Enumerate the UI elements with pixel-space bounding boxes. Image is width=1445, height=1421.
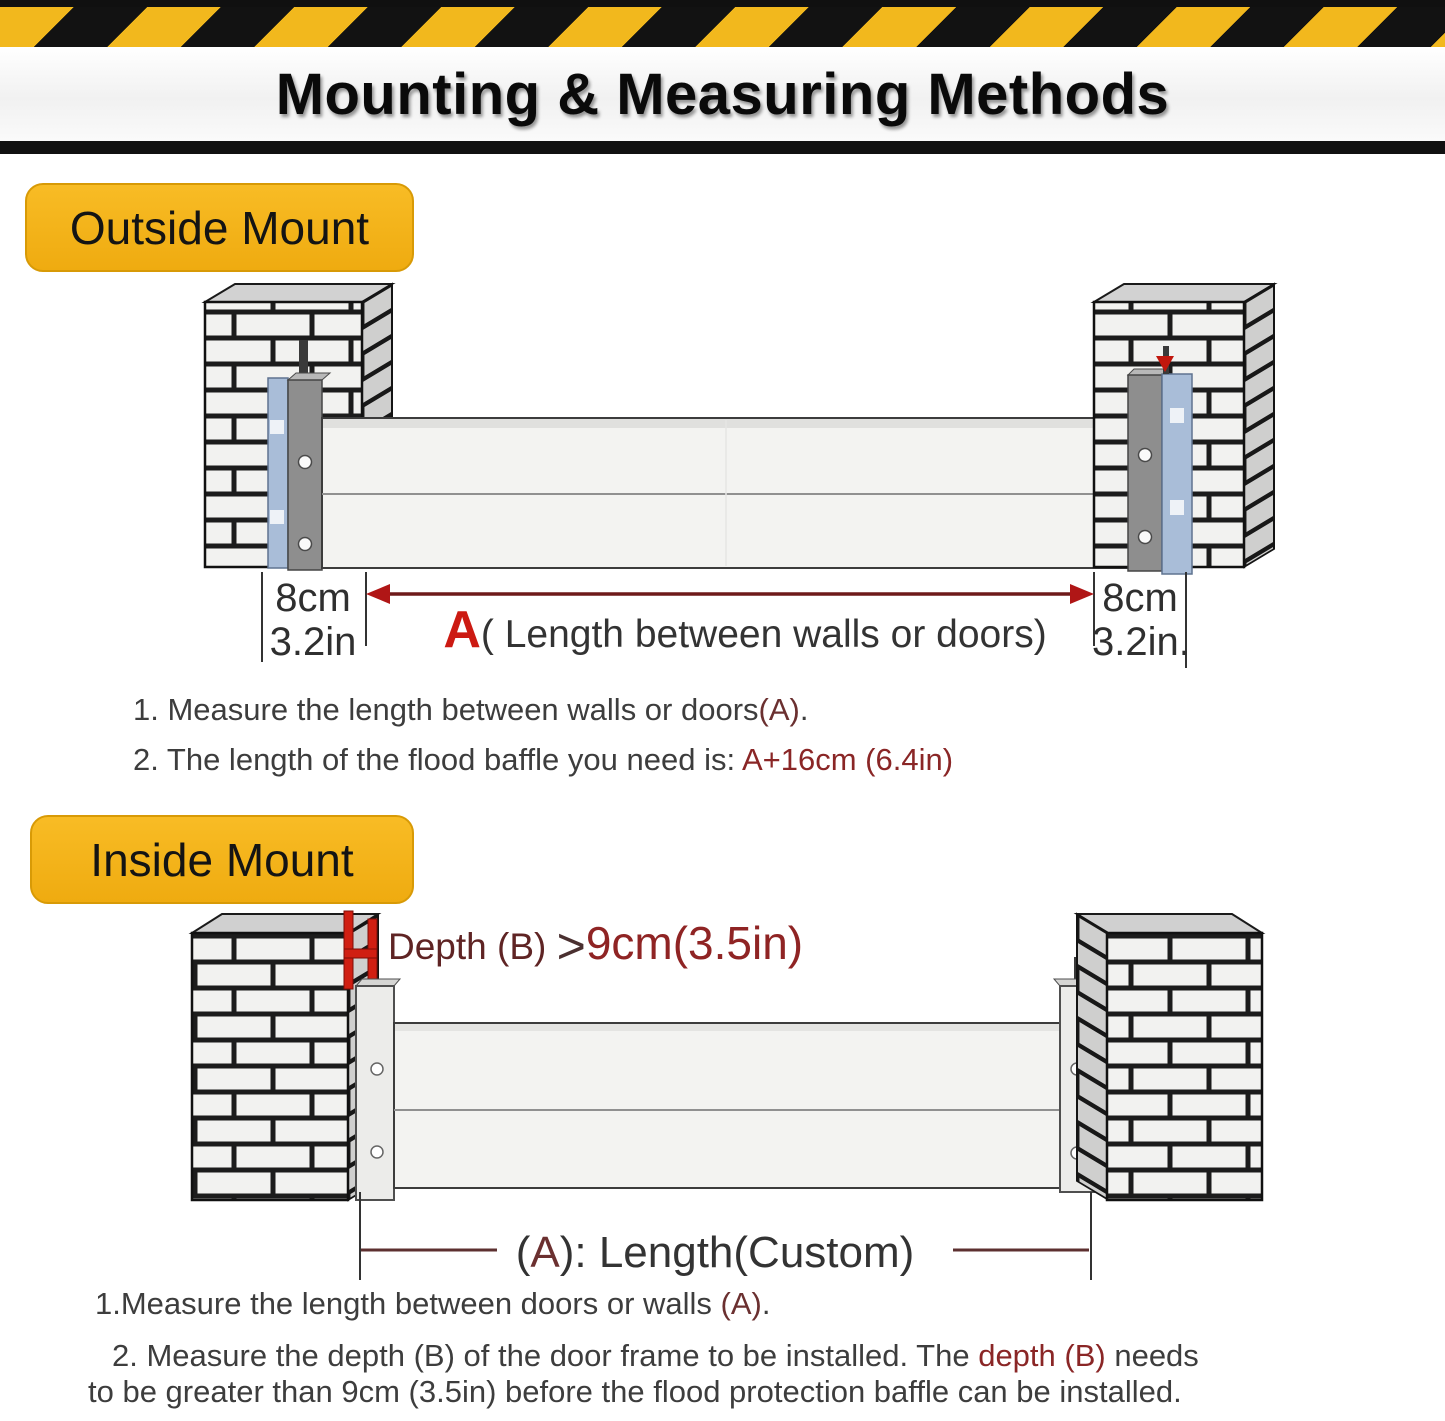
length-a-letter: A [530, 1228, 560, 1277]
screw-hole [1139, 449, 1152, 462]
outside-length-annotation [395, 600, 1095, 660]
step-text: 2. Measure the depth (B) of the door frame to be installed. The [112, 1338, 979, 1373]
inside-mount-label-text: Inside Mount [90, 833, 354, 886]
length-a-letter: A [443, 601, 481, 659]
depth-value: 9cm(3.5in) [585, 917, 804, 969]
offset-in: 3.2in. [1092, 620, 1190, 664]
step-text: needs [1105, 1338, 1199, 1373]
step-text: 1.Measure the length between doors or walls [95, 1286, 721, 1321]
inside-step-1 [95, 1286, 770, 1322]
length-text: ): Length(Custom) [559, 1228, 915, 1277]
outside-right-offset-label [1092, 576, 1188, 664]
page-title: Mounting & Measuring Methods [275, 61, 1170, 127]
screw-hole [299, 538, 312, 551]
inside-length-annotation [500, 1228, 930, 1278]
step-text: . [761, 1286, 771, 1321]
outside-mount-label-text: Outside Mount [69, 201, 370, 254]
outside-left-offset-label [258, 576, 368, 664]
depth-text: Depth (B) [388, 926, 557, 967]
screw-hole [371, 1063, 383, 1075]
arrowhead-left [366, 584, 390, 604]
length-a-text: ( Length between walls or doors) [480, 613, 1047, 656]
outside-step-2 [133, 742, 953, 778]
step-accent: A+16cm (6.4in) [741, 742, 954, 777]
inside-step-2-line-1 [112, 1338, 1199, 1374]
step-text: . [799, 692, 809, 727]
screw-hole [299, 456, 312, 469]
paren: ( [515, 1228, 531, 1277]
step-text: 1. Measure the length between walls or doors [133, 692, 759, 727]
greater-than-sign: > [556, 918, 586, 974]
screw-hole [371, 1146, 383, 1158]
step-accent: (A) [720, 1286, 762, 1321]
offset-in: 3.2in [269, 620, 357, 664]
offset-cm: 8cm [1102, 576, 1178, 620]
step-text: to be greater than 9cm (3.5in) before the flood protection baffle can be installed. [88, 1374, 1182, 1409]
step-accent: depth (B) [978, 1338, 1106, 1373]
offset-cm: 8cm [275, 576, 351, 620]
step-text: 2. The length of the flood baffle you need is: [133, 742, 742, 777]
inside-flood-barrier [394, 1023, 1060, 1188]
inside-right-pillar [1077, 914, 1262, 1200]
outside-right-bracket [1128, 346, 1192, 574]
inside-step-2-line-2 [88, 1374, 1182, 1410]
step-accent: (A) [758, 692, 800, 727]
outside-step-1 [133, 692, 808, 728]
outside-flood-barrier [322, 418, 1130, 568]
depth-annotation [388, 916, 803, 975]
screw-hole [1139, 531, 1152, 544]
